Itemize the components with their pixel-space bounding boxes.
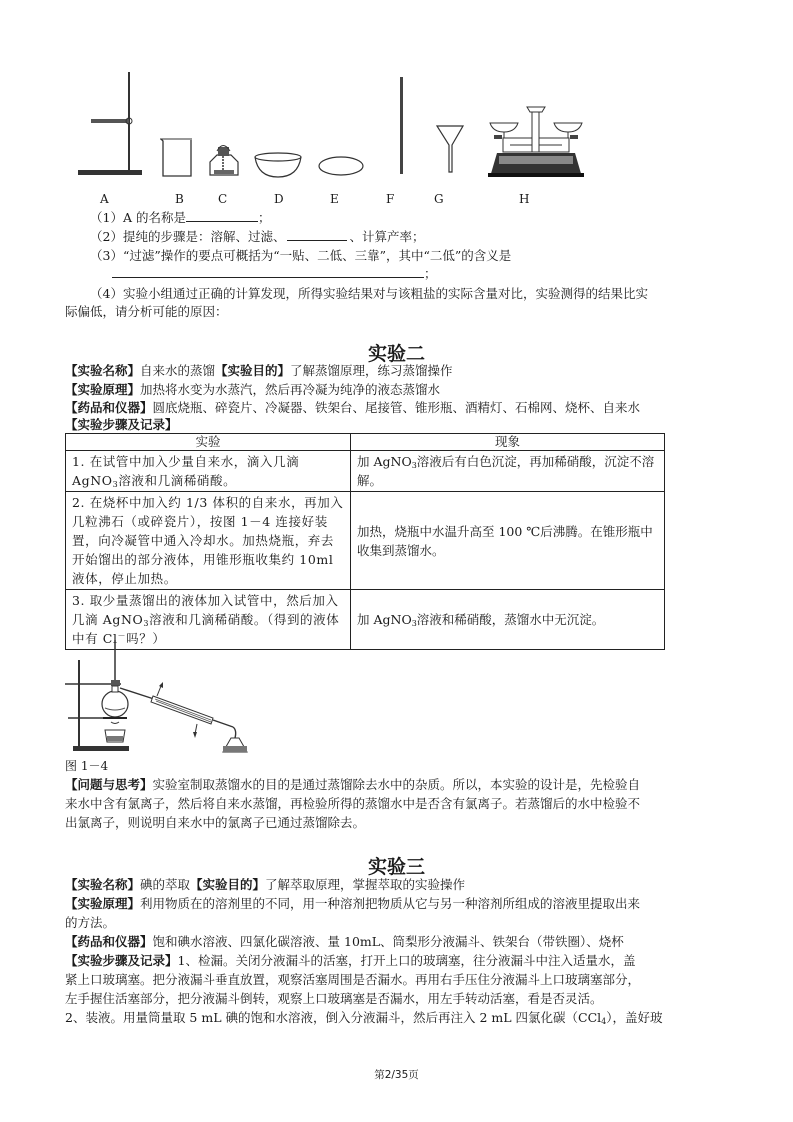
- exp3-goal-label: 【实验目的】: [190, 877, 266, 892]
- experiment-2-title: 实验二: [367, 343, 425, 365]
- question-1: [90, 208, 270, 227]
- step-3-superscript: －: [117, 631, 127, 640]
- apparatus-label-h: H: [519, 192, 530, 206]
- exp3-principle-line-1: [65, 894, 640, 913]
- apparatus-label-e: E: [330, 192, 339, 206]
- question-1-text: （1）A 的名称是: [90, 210, 186, 225]
- glass-rod-icon: [400, 77, 403, 174]
- exp2-name-value: 自来水的蒸馏: [140, 363, 216, 378]
- exp3-steps-line-3: 左手握住活塞部分，把分液漏斗倒转，观察上口玻璃塞是否漏水，用左手转动活塞，看是否灵活。: [65, 991, 603, 1006]
- apparatus-label-b: B: [175, 192, 184, 206]
- table-cell-observation: 加热，烧瓶中水温升高至 100 ℃后沸腾。在锥形瓶中收集到蒸馏水。: [351, 492, 665, 590]
- exp3-principle-label: 【实验原理】: [65, 896, 141, 911]
- apparatus-label-c: C: [218, 192, 228, 206]
- experiment-3-title: 实验三: [367, 856, 425, 878]
- obs-3-formula: 加 AgNO: [357, 612, 412, 627]
- question-3: （3）“过滤”操作的要点可概括为“一贴、二低、三靠”，其中“二低”的含义是: [90, 248, 512, 263]
- apparatus-label-g: G: [434, 192, 444, 206]
- beaker-icon: [160, 139, 192, 176]
- alcohol-lamp-icon: [210, 146, 238, 176]
- obs-3-text: 溶液和稀硝酸，蒸馏水中无沉淀。: [416, 612, 605, 627]
- table-cell-observation: [351, 451, 665, 492]
- exp2-name-line: [65, 361, 453, 380]
- balance-scale-icon: [488, 107, 584, 177]
- exp2-think-line-3: 出氯离子，则说明自来水中的氯离子已通过蒸馏除去。: [65, 815, 366, 830]
- exp3-steps-line-1: [65, 951, 635, 970]
- exp3-name-label: 【实验名称】: [65, 877, 141, 892]
- exp2-think-text-1: 实验室制取蒸馏水的目的是通过蒸馏除去水中的杂质。所以，本实验的设计是，先检验自: [152, 777, 641, 792]
- exp3-principle-line-2: 的方法。: [65, 915, 116, 930]
- answer-blank-2[interactable]: [287, 227, 347, 241]
- exp3-steps-label: 【实验步骤及记录】: [65, 953, 178, 968]
- exp3-materials-line: [65, 932, 624, 951]
- table-row: [66, 492, 665, 590]
- iron-stand-icon: [78, 72, 142, 175]
- apparatus-label-f: F: [386, 192, 395, 206]
- apparatus-label-a: A: [100, 192, 109, 206]
- table-header-phenomenon: 现象: [351, 434, 665, 451]
- step-3-text: 3. 取少量蒸馏出的液体加入试管中，然后加入几滴 AgNO: [72, 593, 339, 627]
- exp2-steps-label: 【实验步骤及记录】: [65, 417, 178, 432]
- funnel-icon: [437, 126, 463, 172]
- question-4-line-1: （4）实验小组通过正确的计算发现，所得实验结果对与该粗盐的实际含量对比，实验测得的结果比实: [90, 286, 648, 301]
- exp3-steps-text-1: 1、检漏。关闭分液漏斗的活塞，打开上口的玻璃塞，往分液漏斗中注入适量水，盖: [177, 953, 636, 968]
- step-3-text-end: 吗？）: [126, 631, 166, 646]
- page-indicator: 第2/35页: [374, 1069, 419, 1081]
- exp3-steps-text-4: 2、装液。用量筒量取 5 mL 碘的饱和水溶液，倒入分液漏斗，然后再注入 2 mL 四氯化碳（CCl: [65, 1010, 602, 1025]
- exp3-steps-text-4-end: ），盖好玻: [606, 1010, 663, 1025]
- step-3-subscript: 3: [143, 619, 150, 628]
- step-3-text-mid: 溶液和几滴稀硝酸。（得到的液体中有 Cl: [72, 612, 340, 646]
- apparatus-figure: [60, 60, 600, 180]
- exp3-materials-label: 【药品和仪器】: [65, 934, 153, 949]
- question-2-text: （2）提纯的步骤是：溶解、过滤、: [90, 229, 286, 244]
- obs-1-subscript: 3: [411, 461, 417, 470]
- exp3-goal-value: 了解萃取原理，掌握萃取的实验操作: [265, 877, 466, 892]
- question-3-answer-line: [112, 264, 437, 283]
- step-1-text-end: 溶液和几滴稀硝酸。: [118, 473, 237, 488]
- answer-blank-3[interactable]: [112, 264, 424, 278]
- exp3-steps-subscript: 4: [601, 1017, 607, 1026]
- exp2-principle-line: [65, 380, 440, 399]
- question-3-suffix: ；: [424, 266, 437, 281]
- watch-glass-icon: [319, 157, 363, 175]
- table-cell-step: [66, 451, 351, 492]
- exp2-principle-value: 加热将水变为水蒸汽，然后再冷凝为纯净的液态蒸馏水: [140, 382, 441, 397]
- apparatus-label-d: D: [274, 192, 284, 206]
- obs-1-text: 溶液后有白色沉淀，再加稀硝酸，沉淀不溶解。: [357, 454, 655, 488]
- exp2-principle-label: 【实验原理】: [65, 382, 141, 397]
- obs-3-subscript: 3: [411, 619, 417, 628]
- exp2-think-label: 【问题与思考】: [65, 777, 153, 792]
- answer-blank-1[interactable]: [186, 208, 258, 222]
- exp3-steps-line-2: 紧上口玻璃塞。把分液漏斗垂直放置，观察活塞周围是否漏水。再用右手压住分液漏斗上口玻璃塞部分，: [65, 972, 641, 987]
- table-header-row: [66, 434, 665, 451]
- question-2-suffix: 、计算产率；: [349, 229, 425, 244]
- exp3-name-line: [65, 875, 465, 894]
- exp2-think-line-1: [65, 775, 640, 794]
- question-4-line-2: 际偏低，请分析可能的原因：: [65, 304, 228, 319]
- exp2-materials-value: 圆底烧瓶、碎瓷片、冷凝器、铁架台、尾接管、锥形瓶、酒精灯、石棉网、烧杯、自来水: [152, 400, 641, 415]
- question-1-suffix: ；: [257, 210, 271, 225]
- table-row: [66, 451, 665, 492]
- table-header-experiment: 实验: [66, 434, 351, 451]
- figure-caption: 图 1－4: [65, 759, 109, 773]
- exp2-materials-label: 【药品和仪器】: [65, 400, 153, 415]
- distillation-apparatus-figure: [65, 640, 255, 760]
- exp2-think-line-2: 来水中含有氯离子，然后将自来水蒸馏，再检验所得的蒸馏水中是否含有氯离子。若蒸馏后的水中检验不: [65, 796, 641, 811]
- step-1-formula: AgNO: [72, 473, 113, 488]
- obs-1-formula: 加 AgNO: [357, 454, 412, 469]
- exp2-steps-heading: [65, 415, 178, 434]
- step-1-text: 1. 在试管中加入少量自来水，滴入几滴: [72, 454, 300, 469]
- exp3-name-value: 碘的萃取: [140, 877, 191, 892]
- exp3-steps-line-4: [65, 1008, 663, 1027]
- table-cell-observation: [351, 590, 665, 650]
- exp3-principle-text-1: 利用物质在的溶剂里的不同，用一种溶剂把物质从它与另一种溶剂所组成的溶液里提取出来: [140, 896, 641, 911]
- exp3-materials-value: 饱和碘水溶液、四氯化碳溶液、量 10mL、筒梨形分液漏斗、铁架台（带铁圈）、烧杯: [152, 934, 624, 949]
- question-2: [90, 227, 424, 246]
- evaporating-dish-icon: [255, 153, 301, 177]
- exp2-goal-value: 了解蒸馏原理，练习蒸馏操作: [290, 363, 453, 378]
- exp2-goal-label: 【实验目的】: [215, 363, 291, 378]
- step-1-subscript: 3: [112, 480, 119, 489]
- experiment-table: [65, 433, 665, 650]
- distillation-apparatus-icon: [65, 640, 247, 752]
- exp2-name-label: 【实验名称】: [65, 363, 141, 378]
- table-cell-step: 2. 在烧杯中加入约 1/3 体积的自来水，再加入几粒沸石（或碎瓷片），按图 1－4 连接好装置，向冷凝管中通入冷却水。加热烧瓶，弃去开始馏出的部分液体，用锥形瓶收集约 10ml 液体，停止加热。: [66, 492, 351, 590]
